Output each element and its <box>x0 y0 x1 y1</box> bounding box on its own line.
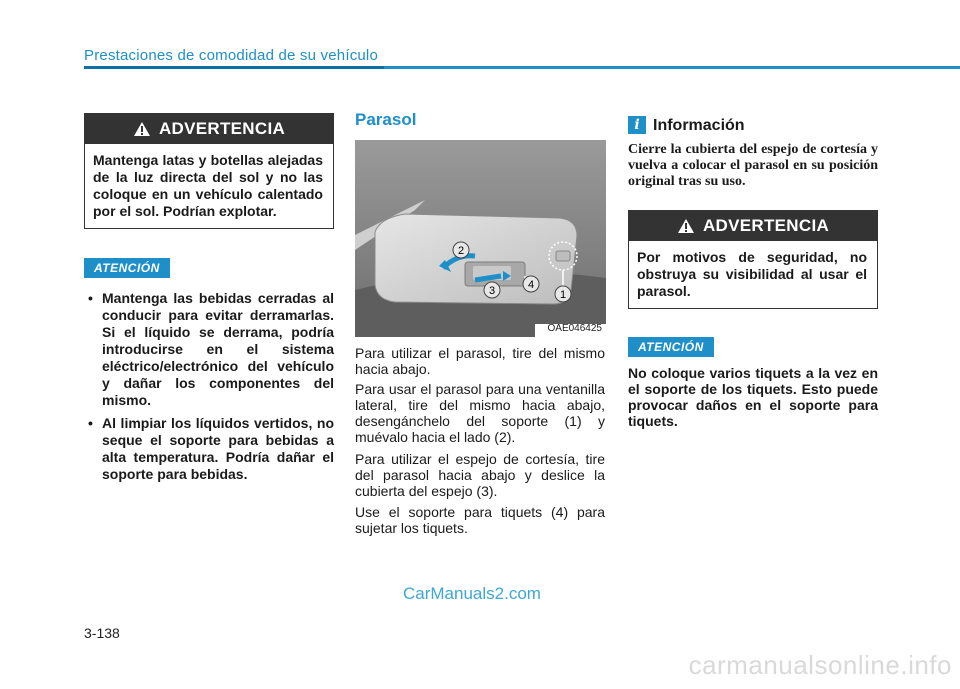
warning-box-right <box>628 210 878 309</box>
bullet-item: • Mantenga las bebidas cerradas al conducir para evitar derramarlas. Si el líquido se derrama, podría introducirse en el sistema eléctrico/electrónico del vehículo y dañar los componentes del mismo. <box>84 290 334 409</box>
svg-text:1: 1 <box>559 289 567 301</box>
warning-triangle-icon <box>133 121 151 137</box>
callout-3 <box>484 282 500 298</box>
section-header-title: Prestaciones de comodidad de su vehículo <box>84 47 379 64</box>
callout-2 <box>453 242 469 258</box>
paragraph: Para utilizar el espejo de cortesía, tire del parasol hacia abajo y deslice la cubierta del espejo (3). <box>355 451 605 499</box>
callout-1 <box>555 286 571 302</box>
watermark-link[interactable]: CarManuals2.com <box>403 584 541 603</box>
svg-text:2: 2 <box>457 245 465 257</box>
site-watermark: carmanualsonline.info <box>688 650 952 680</box>
paragraph: Use el soporte para tiquets (4) para sujetar los tiquets. <box>355 504 605 536</box>
callout-4 <box>523 276 539 292</box>
info-icon: i <box>628 116 646 134</box>
warning-text: Por motivos de seguridad, no obstruya su visibilidad al usar el parasol. <box>637 249 867 299</box>
paragraph: Para utilizar el parasol, tire del mismo hacia abajo. <box>355 345 605 377</box>
warning-label: ADVERTENCIA <box>702 216 830 235</box>
warning-box-left <box>84 113 334 229</box>
warning-label: ADVERTENCIA <box>158 119 286 138</box>
sunvisor-illustration <box>355 140 606 337</box>
paragraph: Para usar el parasol para una ventanilla lateral, tire del mismo hacia abajo, desengánchelo del soporte (1) y muévalo hacia el lado (2). <box>355 381 605 445</box>
info-text: Cierre la cubierta del espejo de cortesía y vuelva a colocar el parasol en su posición original tras su uso. <box>628 142 878 189</box>
section-title-parasol: Parasol <box>355 110 417 129</box>
warning-triangle-icon <box>677 218 695 234</box>
warning-header <box>85 114 333 144</box>
warning-text: Mantenga latas y botellas alejadas de la luz directa del sol y no las coloque en un vehículo calentado por el sol. Podrían explotar. <box>93 152 323 219</box>
atencion-badge-right: ATENCIÓN <box>628 337 714 357</box>
bullet-item: • Al limpiar los líquidos vertidos, no seque el soporte para bebidas a alta temperatura. Podría dañar el soporte para bebidas. <box>84 415 334 483</box>
svg-text:4: 4 <box>527 279 535 291</box>
svg-text:3: 3 <box>488 285 496 297</box>
header-rule-accent <box>84 66 384 69</box>
figure-code: OAE046425 <box>547 323 602 334</box>
warning-header <box>629 211 877 241</box>
notice-text: No coloque varios tiquets a la vez en el soporte de los tiquets. Esto puede provocar daños en el soporte para tiquets. <box>628 365 878 429</box>
atencion-badge-left: ATENCIÓN <box>84 258 170 278</box>
info-title: Información <box>653 117 745 134</box>
sunvisor-drawing <box>355 140 606 337</box>
page-number: 3-138 <box>84 625 120 641</box>
bullet-list <box>84 290 334 489</box>
